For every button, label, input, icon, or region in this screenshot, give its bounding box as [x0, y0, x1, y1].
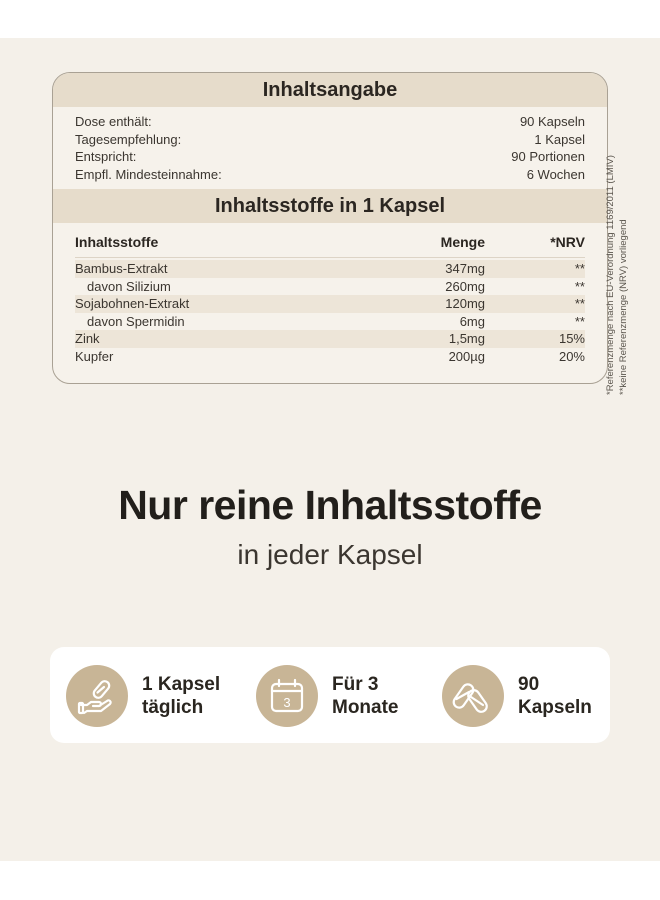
- feature-capsule-count: [442, 665, 592, 727]
- feature-daily-dose: [66, 665, 220, 727]
- hand-capsule-icon: [66, 665, 128, 727]
- table-row: [75, 278, 585, 296]
- info-row: [75, 148, 585, 166]
- feature-text: [332, 673, 399, 719]
- footnote-1: *Referenzmenge nach EU-Verordnung 1169/2011 (LMIV): [605, 155, 616, 395]
- ingredient-name: Bambus-Extrakt: [75, 261, 168, 276]
- info-value: 90 Portionen: [511, 149, 585, 164]
- ingredient-amount: 120mg: [445, 296, 485, 311]
- features-bar: [50, 647, 610, 743]
- ingredient-amount: 6mg: [459, 313, 485, 329]
- feature-text: [142, 673, 220, 719]
- table-row: [75, 330, 585, 348]
- table-row: [75, 313, 585, 331]
- table-row: [75, 348, 585, 366]
- column-header-nrv: *NRV: [550, 234, 585, 250]
- subline: in jeder Kapsel: [237, 539, 423, 570]
- ingredient-name: Kupfer: [75, 348, 114, 364]
- column-header-amount: Menge: [440, 234, 485, 250]
- feature-line-1: 1 Kapsel: [142, 674, 221, 695]
- ingredient-name: Sojabohnen-Extrakt: [75, 296, 190, 311]
- info-label: Entspricht:: [75, 149, 137, 164]
- ingredient-name: davon Silizium: [87, 278, 171, 294]
- ingredient-nrv: **: [574, 261, 585, 276]
- nutrition-card: [52, 72, 608, 384]
- feature-line-1: Für 3: [332, 674, 379, 695]
- headline: Nur reine Inhaltsstoffe: [118, 482, 542, 528]
- section-title: Inhaltsstoffe in 1 Kapsel: [53, 189, 607, 223]
- table-header: [75, 231, 585, 258]
- calendar-icon: [256, 665, 318, 727]
- ingredient-nrv: **: [574, 278, 585, 294]
- column-header-name: Inhaltsstoffe: [75, 234, 159, 250]
- info-row: [75, 113, 585, 131]
- info-label: Dose enthält:: [75, 114, 152, 129]
- feature-duration: [256, 665, 399, 727]
- info-value: 1 Kapsel: [534, 131, 585, 147]
- ingredient-amount: 347mg: [445, 261, 485, 276]
- ingredient-amount: 1,5mg: [448, 331, 485, 346]
- table-row: [75, 260, 585, 278]
- capsules-icon: [442, 665, 504, 727]
- ingredient-nrv: 15%: [558, 331, 585, 346]
- info-label: Tagesempfehlung:: [75, 131, 182, 147]
- ingredients-table: [53, 223, 607, 365]
- feature-line-1: 90: [518, 674, 540, 695]
- feature-line-2: Monate: [332, 697, 399, 718]
- info-label: Empfl. Mindesteinnahme:: [75, 166, 222, 182]
- footnotes: [604, 105, 644, 395]
- info-list: [53, 107, 607, 183]
- feature-text: [518, 673, 592, 719]
- ingredient-nrv: **: [574, 296, 585, 311]
- feature-line-2: Kapseln: [518, 697, 592, 718]
- info-value: 90 Kapseln: [519, 114, 585, 129]
- ingredient-nrv: **: [574, 313, 585, 329]
- card-title: Inhaltsangabe: [53, 73, 607, 107]
- ingredient-name: davon Spermidin: [87, 313, 185, 329]
- ingredient-amount: 260mg: [445, 278, 485, 294]
- info-value: 6 Wochen: [526, 166, 585, 182]
- ingredient-nrv: 20%: [558, 348, 585, 364]
- table-row: [75, 295, 585, 313]
- footnote-2: **keine Referenzmenge (NRV) vorliegend: [618, 219, 629, 395]
- info-row: [75, 166, 585, 184]
- ingredient-amount: 200µg: [448, 348, 485, 364]
- calendar-number: 3: [283, 695, 291, 710]
- ingredient-name: Zink: [75, 331, 100, 346]
- info-row: [75, 131, 585, 149]
- feature-line-2: täglich: [142, 697, 204, 718]
